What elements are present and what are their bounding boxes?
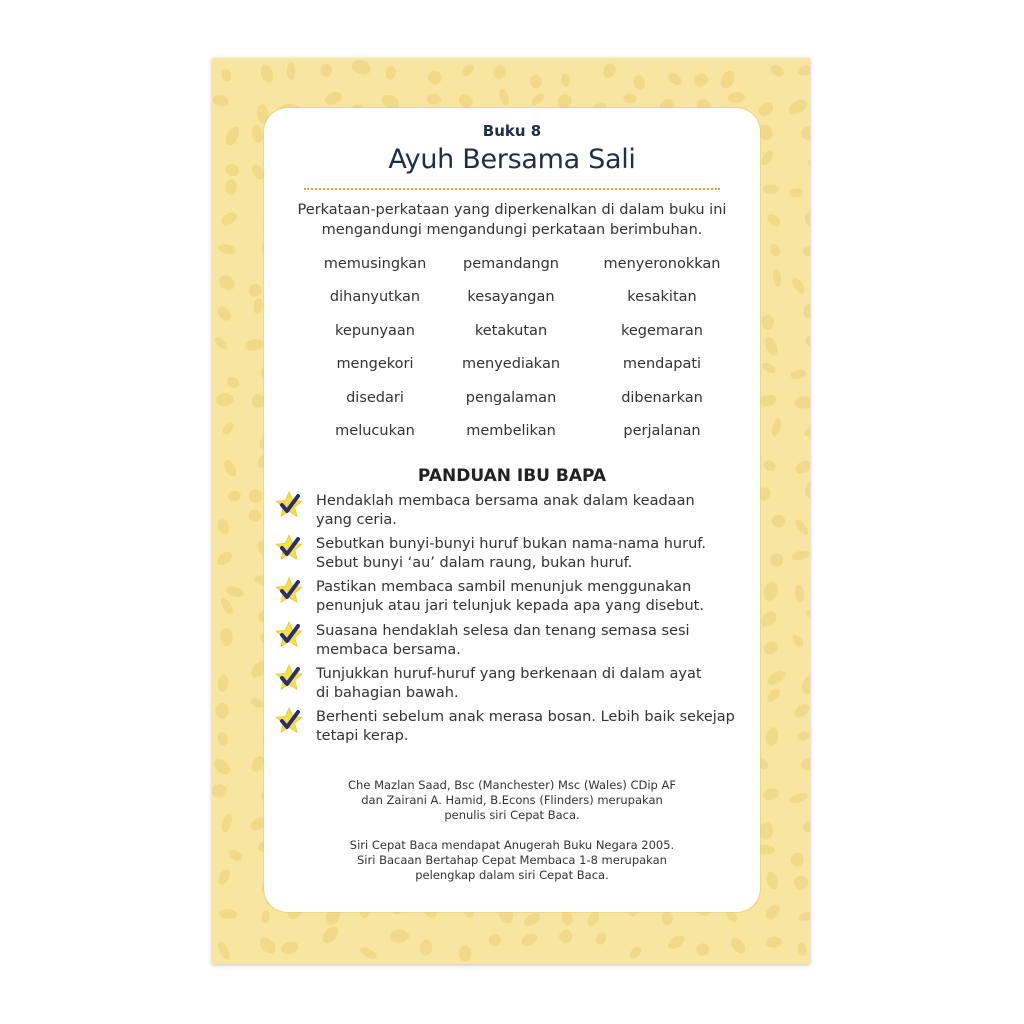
- background-dot: [627, 944, 643, 960]
- background-dot: [319, 924, 341, 947]
- word-item: mendapati: [622, 356, 702, 372]
- background-dot: [215, 304, 234, 324]
- background-dot: [219, 627, 233, 647]
- tip-line: Pastikan membaca sambil menunjuk menggunakan: [316, 579, 692, 595]
- background-dot: [216, 868, 232, 887]
- background-dot: [225, 179, 238, 196]
- background-dot: [223, 162, 241, 178]
- background-dot: [768, 62, 786, 79]
- background-dot: [666, 933, 687, 952]
- background-dot: [320, 63, 332, 77]
- parent-guide-heading: PANDUAN IBU BAPA: [417, 466, 607, 486]
- background-dot: [212, 93, 230, 108]
- background-dot: [248, 283, 263, 298]
- background-dot: [522, 910, 543, 928]
- background-dot: [585, 910, 602, 928]
- word-item: menyeronokkan: [603, 256, 721, 272]
- background-dot: [218, 243, 237, 256]
- background-dot: [248, 509, 262, 523]
- background-dot: [802, 246, 810, 257]
- background-dot: [215, 703, 229, 719]
- background-dot: [786, 97, 809, 117]
- background-dot: [765, 726, 780, 747]
- word-item: kesayangan: [467, 289, 555, 305]
- background-dot: [426, 92, 442, 105]
- background-dot: [765, 668, 787, 687]
- background-dot: [788, 187, 803, 199]
- background-dot: [216, 272, 238, 293]
- star-check-icon: [274, 533, 304, 563]
- word-item: pengalaman: [465, 390, 557, 406]
- background-dot: [213, 335, 229, 351]
- background-dot: [216, 518, 231, 536]
- background-dot: [763, 185, 779, 194]
- word-item: kepunyaan: [335, 323, 415, 339]
- background-dot: [765, 686, 782, 704]
- background-dot: [803, 479, 810, 500]
- dotted-divider: [304, 188, 720, 190]
- background-dot: [223, 125, 242, 148]
- credit-line: dan Zairani A. Hamid, B.Econs (Flinders) merupakan: [361, 793, 663, 807]
- background-dot: [694, 941, 711, 958]
- tip-line: Berhenti sebelum anak merasa bosan. Lebih baik sekejap: [316, 709, 735, 725]
- word-item: mengekori: [336, 356, 414, 372]
- background-dot: [791, 873, 810, 893]
- word-item: dihanyutkan: [329, 289, 421, 305]
- background-dot: [763, 902, 783, 923]
- background-dot: [796, 730, 810, 742]
- credit-line: penulis siri Cepat Baca.: [444, 808, 580, 822]
- tip-line: Sebutkan bunyi-bunyi huruf bukan nama-nama huruf.: [316, 536, 706, 552]
- background-dot: [594, 931, 607, 946]
- background-dot: [792, 701, 810, 720]
- background-dot: [797, 64, 810, 76]
- background-dot: [280, 939, 301, 956]
- intro-line: Perkataan-perkataan yang diperkenalkan di dalam buku ini: [297, 202, 727, 218]
- background-dot: [323, 89, 344, 107]
- background-dot: [760, 314, 775, 331]
- background-dot: [793, 518, 810, 538]
- background-dot: [419, 939, 433, 957]
- background-dot: [225, 584, 245, 598]
- background-dot: [221, 420, 236, 436]
- background-dot: [259, 63, 276, 85]
- background-dot: [250, 124, 264, 144]
- background-dot: [790, 633, 805, 649]
- tip-line: Tunjukkan huruf-huruf yang berkenaan di dalam ayat: [316, 666, 702, 682]
- background-dot: [530, 91, 547, 107]
- tip-line: Sebut bunyi ‘au’ dalam raung, bukan huruf.: [316, 555, 633, 571]
- background-dot: [804, 606, 810, 619]
- background-dot: [800, 757, 810, 771]
- background-dot: [358, 945, 378, 961]
- background-dot: [458, 945, 471, 961]
- background-dot: [497, 88, 510, 107]
- background-dot: [771, 514, 786, 528]
- star-check-icon: [274, 706, 304, 736]
- background-dot: [797, 941, 808, 956]
- background-dot: [212, 783, 228, 799]
- tip-line: tetapi kerap.: [316, 728, 409, 744]
- background-dot: [486, 932, 503, 949]
- word-item: perjalanan: [623, 423, 701, 439]
- background-dot: [257, 934, 279, 956]
- credit-line: Siri Bacaan Bertahap Cepat Membaca 1-8 merupakan: [357, 853, 667, 867]
- background-dot: [459, 62, 476, 78]
- background-dot: [803, 426, 810, 438]
- background-dot: [215, 549, 235, 568]
- background-dot: [350, 58, 373, 77]
- background-dot: [794, 395, 810, 409]
- tip-line: di bahagian bawah.: [316, 685, 459, 701]
- background-dot: [758, 608, 780, 629]
- background-dot: [221, 458, 238, 478]
- background-dot: [762, 335, 780, 357]
- guide-tip-text: [316, 578, 746, 616]
- background-dot: [666, 70, 684, 88]
- star-check-icon: [274, 490, 304, 520]
- background-dot: [718, 68, 737, 90]
- background-dot: [215, 939, 232, 960]
- credit-line: pelengkap dalam siri Cepat Baca.: [415, 868, 609, 882]
- background-dot: [727, 91, 745, 104]
- word-item: menyediakan: [461, 356, 561, 372]
- background-dot: [244, 337, 265, 352]
- background-dot: [253, 298, 264, 315]
- background-dot: [804, 212, 810, 226]
- guide-tip-text: [316, 535, 746, 573]
- background-dot: [762, 787, 780, 801]
- intro-text: [284, 200, 740, 240]
- guide-tip-text: [316, 708, 746, 746]
- award-note: [284, 838, 740, 883]
- background-dot: [261, 909, 271, 923]
- background-dot: [557, 927, 575, 945]
- background-dot: [249, 696, 265, 709]
- background-dot: [227, 848, 244, 863]
- background-dot: [219, 908, 238, 919]
- background-dot: [218, 596, 235, 616]
- background-dot: [756, 99, 776, 119]
- background-dot: [794, 584, 805, 603]
- background-dot: [661, 911, 673, 925]
- book-title: Ayuh Bersama Sali: [388, 144, 636, 175]
- background-dot: [772, 268, 782, 287]
- background-dot: [790, 852, 805, 868]
- background-dot: [761, 580, 780, 603]
- background-dot: [762, 639, 781, 657]
- credit-line: Che Mazlan Saad, Bsc (Manchester) Msc (Wales) CDip AF: [348, 778, 676, 792]
- star-check-icon: [274, 620, 304, 650]
- background-dot: [759, 822, 774, 840]
- tip-line: Suasana hendaklah selesa dan tenang semasa sesi: [316, 623, 690, 639]
- background-dot: [800, 674, 810, 696]
- background-dot: [762, 458, 778, 473]
- background-dot: [560, 910, 575, 927]
- word-item: melucukan: [335, 423, 415, 439]
- book-series-label: Buku 8: [482, 122, 542, 140]
- guide-tip-text: [316, 492, 746, 530]
- background-dot: [287, 63, 296, 80]
- guide-tip-text: [316, 622, 746, 660]
- background-dot: [765, 936, 782, 949]
- background-dot: [790, 368, 808, 380]
- word-item: kegemaran: [621, 323, 703, 339]
- background-dot: [791, 549, 810, 562]
- word-item: dibenarkan: [621, 390, 703, 406]
- intro-line: mengandungi mengandungi perkataan berimbuhan.: [321, 222, 703, 238]
- background-dot: [765, 870, 780, 890]
- background-dot: [601, 61, 619, 80]
- background-dot: [765, 212, 782, 229]
- author-credits: [284, 778, 740, 823]
- background-dot: [728, 935, 748, 956]
- tip-line: Hendaklah membaca bersama anak dalam keadaan: [316, 493, 695, 509]
- background-dot: [770, 417, 782, 438]
- guide-tip-text: [316, 665, 746, 703]
- background-dot: [217, 674, 229, 692]
- word-item: ketakutan: [474, 323, 548, 339]
- background-dot: [220, 68, 232, 82]
- background-dot: [759, 148, 775, 167]
- word-item: pemandangn: [463, 256, 559, 272]
- background-dot: [225, 375, 241, 390]
- background-dot: [789, 791, 809, 805]
- background-dot: [623, 93, 637, 104]
- background-dot: [519, 931, 539, 949]
- background-dot: [801, 302, 810, 321]
- background-dot: [806, 157, 810, 173]
- background-dot: [427, 70, 443, 86]
- background-dot: [215, 392, 234, 407]
- info-card: [264, 108, 760, 912]
- star-check-icon: [274, 576, 304, 606]
- background-dot: [219, 210, 239, 227]
- background-dot: [790, 276, 807, 296]
- background-dot: [793, 458, 810, 477]
- background-dot: [800, 818, 810, 834]
- background-dot: [490, 63, 508, 82]
- background-dot: [758, 393, 777, 408]
- background-dot: [560, 73, 571, 87]
- background-dot: [389, 929, 410, 944]
- word-item: memusingkan: [323, 256, 427, 272]
- background-dot: [216, 731, 230, 747]
- background-dot: [227, 489, 242, 503]
- background-dot: [246, 487, 264, 505]
- word-item: disedari: [346, 390, 404, 406]
- tip-line: membaca bersama.: [316, 642, 461, 658]
- background-dot: [220, 812, 234, 833]
- word-item: membelikan: [466, 423, 556, 439]
- background-dot: [768, 551, 785, 568]
- background-dot: [761, 361, 778, 376]
- background-dot: [632, 74, 646, 91]
- background-dot: [692, 71, 710, 89]
- background-dot: [769, 242, 782, 257]
- background-dot: [212, 756, 233, 777]
- background-dot: [803, 332, 810, 348]
- credit-line: Siri Cepat Baca mendapat Anugerah Buku Negara 2005.: [349, 838, 675, 852]
- tip-line: penunjuk atau jari telunjuk kepada apa yang disebut.: [316, 598, 704, 614]
- background-dot: [798, 910, 810, 923]
- star-check-icon: [274, 663, 304, 693]
- background-dot: [457, 92, 475, 109]
- word-item: kesakitan: [627, 289, 697, 305]
- background-dot: [799, 124, 810, 141]
- background-dot: [384, 65, 396, 80]
- background-dot: [528, 73, 543, 90]
- tip-line: yang ceria.: [316, 512, 397, 528]
